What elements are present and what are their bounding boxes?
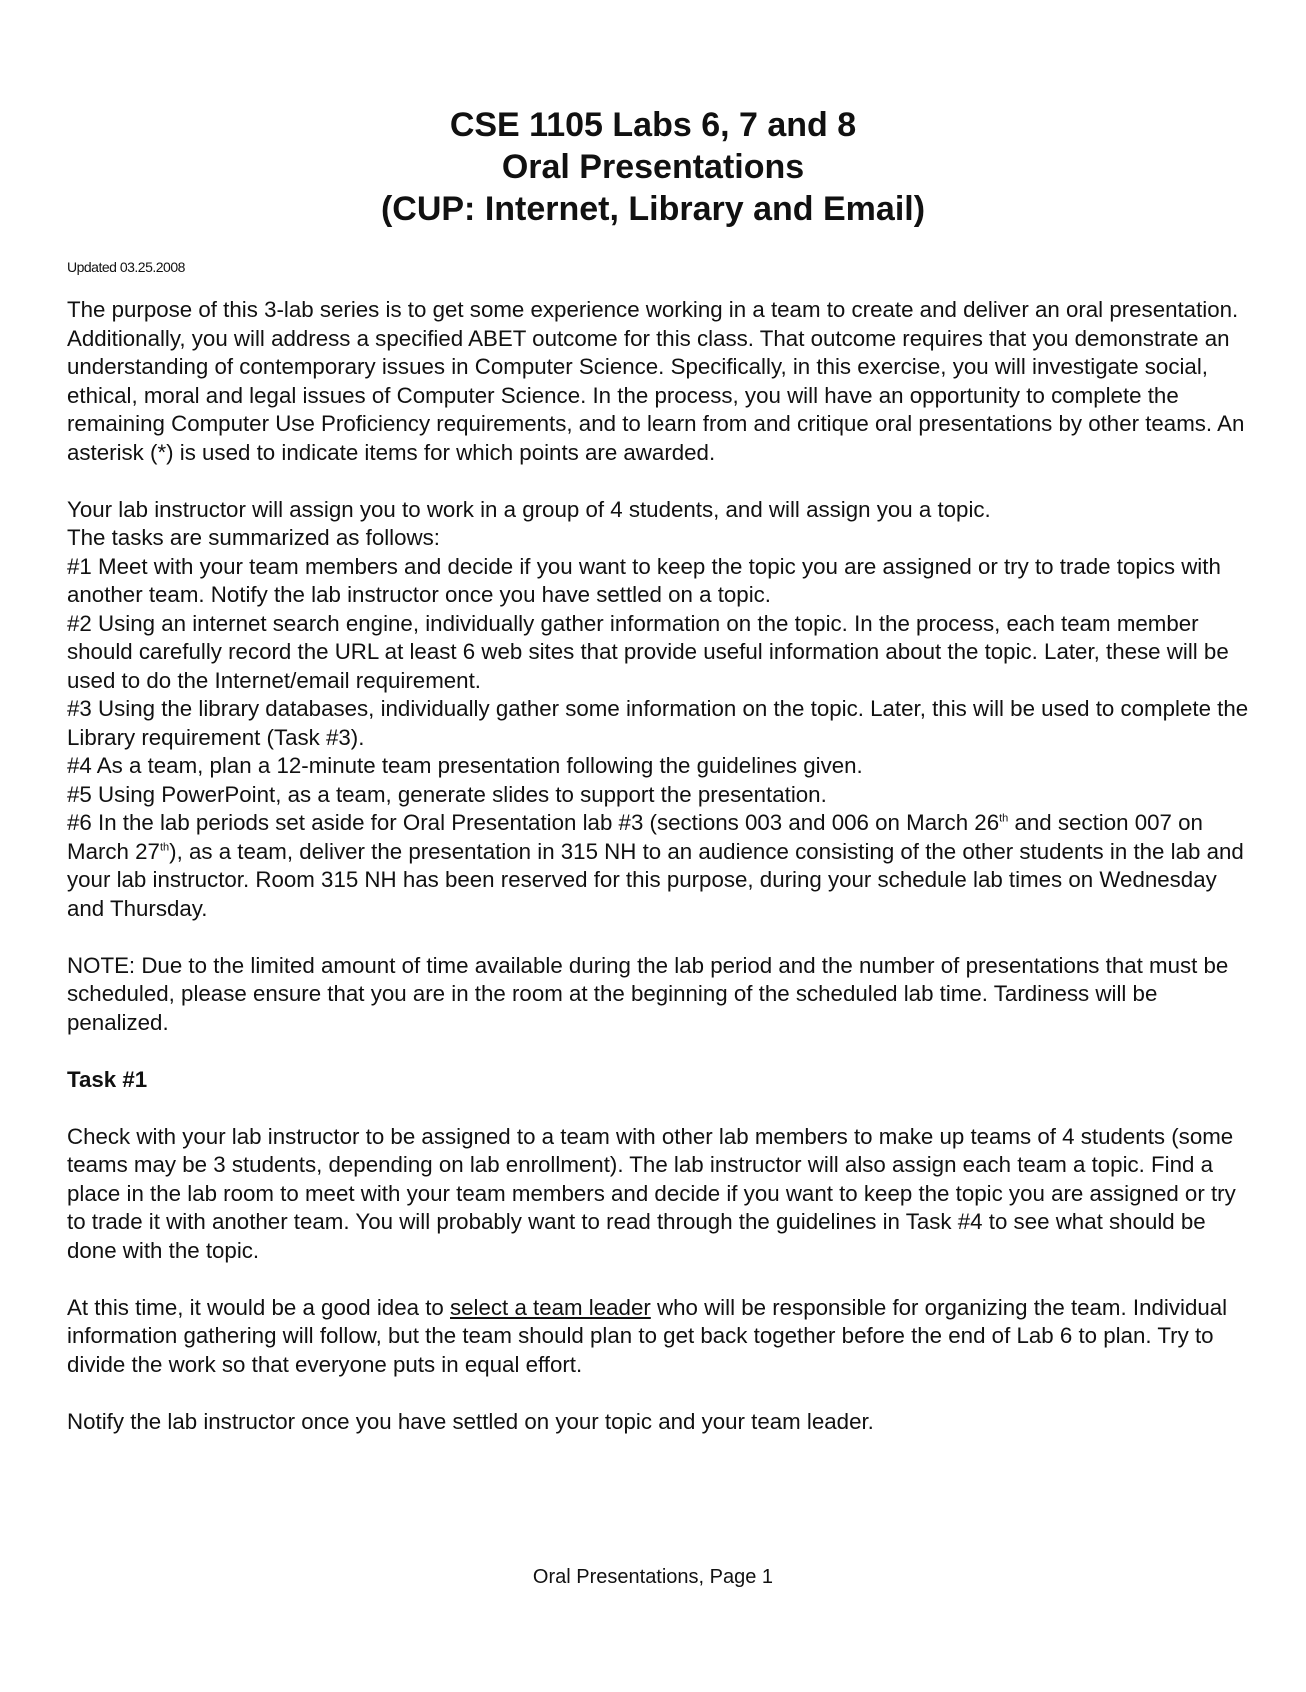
note-paragraph: NOTE: Due to the limited amount of time available during the lab period and the number of presentations that must be scheduled, please ensure that you are in the room at the beginning of the scheduled lab time. Tardiness will be penalized. bbox=[67, 952, 1229, 1035]
task1-p2-before: At this time, it would be a good idea to bbox=[67, 1294, 450, 1320]
team-leader-underlined: select a team leader bbox=[450, 1294, 651, 1320]
task6-part1: #6 In the lab periods set aside for Oral Presentation lab #3 (sections 003 and 006 on March 26 bbox=[67, 810, 1000, 835]
document-title bbox=[0, 104, 1306, 230]
assign-line: Your lab instructor will assign you to work in a group of 4 students, and will assign you a topic. bbox=[67, 496, 991, 522]
document-body bbox=[67, 296, 1257, 1436]
task6-sup2: th bbox=[159, 841, 170, 854]
task-item-4: #4 As a team, plan a 12-minute team presentation following the guidelines given. bbox=[67, 753, 863, 778]
task6-sup1: th bbox=[999, 812, 1009, 825]
page-footer: Oral Presentations, Page 1 bbox=[532, 1566, 774, 1588]
task-item-6 bbox=[67, 809, 1257, 923]
summary-line: The tasks are summarized as follows: bbox=[67, 525, 440, 550]
task6-part2: and section 007 on March 27 bbox=[67, 810, 1203, 864]
task-item-2: #2 Using an internet search engine, individually gather information on the topic. In the process, each team member should carefully record the URL at least 6 web sites that provide useful information about the topic. Later, these will be used to do the Internet/email requirement. bbox=[67, 610, 1229, 693]
intro-paragraph: The purpose of this 3-lab series is to get some experience working in a team to create and deliver an oral presentation. Additionally, you will address a specified ABET outcome for this class. That outcome requires that you demonstrate an understanding of contemporary issues in Computer Science. Specifically, in this exercise, you will investigate social, ethical, moral and legal issues of Computer Science. In the process, you will have an opportunity to complete the remaining Computer Use Proficiency requirements, and to learn from and critique oral presentations by other teams. An asterisk (*) is used to indicate items for which points are awarded. bbox=[67, 297, 1245, 465]
task1-p2-after: who will be responsible for organizing the team. Individual information gathering will follow, but the team should plan to get back together before the end of Lab 6 to plan. Try to divide the work so that everyone puts in equal effort. bbox=[67, 1294, 1228, 1377]
title-line-3: (CUP: Internet, Library and Email) bbox=[380, 190, 926, 228]
task-item-1: #1 Meet with your team members and decide if you want to keep the topic you are assigned or try to trade topics with another team. Notify the lab instructor once you have settled on a topic. bbox=[67, 553, 1221, 607]
task6-part3: ), as a team, deliver the presentation in 315 NH to an audience consisting of the other students in the lab and your lab instructor. Room 315 NH has been reserved for this purpose, during your schedule lab times on Wednesday and Thursday. bbox=[67, 838, 1244, 921]
task-item-3: #3 Using the library databases, individually gather some information on the topic. Later, this will be used to complete the Library requirement (Task #3). bbox=[67, 696, 1249, 750]
task1-paragraph-1: Check with your lab instructor to be assigned to a team with other lab members to make up teams of 4 students (some teams may be 3 students, depending on lab enrollment). The lab instructor will also assign each team a topic. Find a place in the lab room to meet with your team members and decide if you want to keep the topic you are assigned or try to trade it with another team. You will probably want to read through the guidelines in Task #4 to see what should be done with the topic. bbox=[67, 1123, 1236, 1263]
updated-date: Updated 03.25.2008 bbox=[67, 259, 185, 275]
title-line-2: Oral Presentations bbox=[501, 148, 805, 186]
task1-paragraph-2 bbox=[67, 1294, 1257, 1380]
title-line-1: CSE 1105 Labs 6, 7 and 8 bbox=[449, 106, 857, 144]
task1-heading: Task #1 bbox=[67, 1066, 148, 1092]
task-item-5: #5 Using PowerPoint, as a team, generate slides to support the presentation. bbox=[67, 781, 827, 807]
task1-paragraph-3: Notify the lab instructor once you have settled on your topic and your team leader. bbox=[67, 1408, 874, 1434]
